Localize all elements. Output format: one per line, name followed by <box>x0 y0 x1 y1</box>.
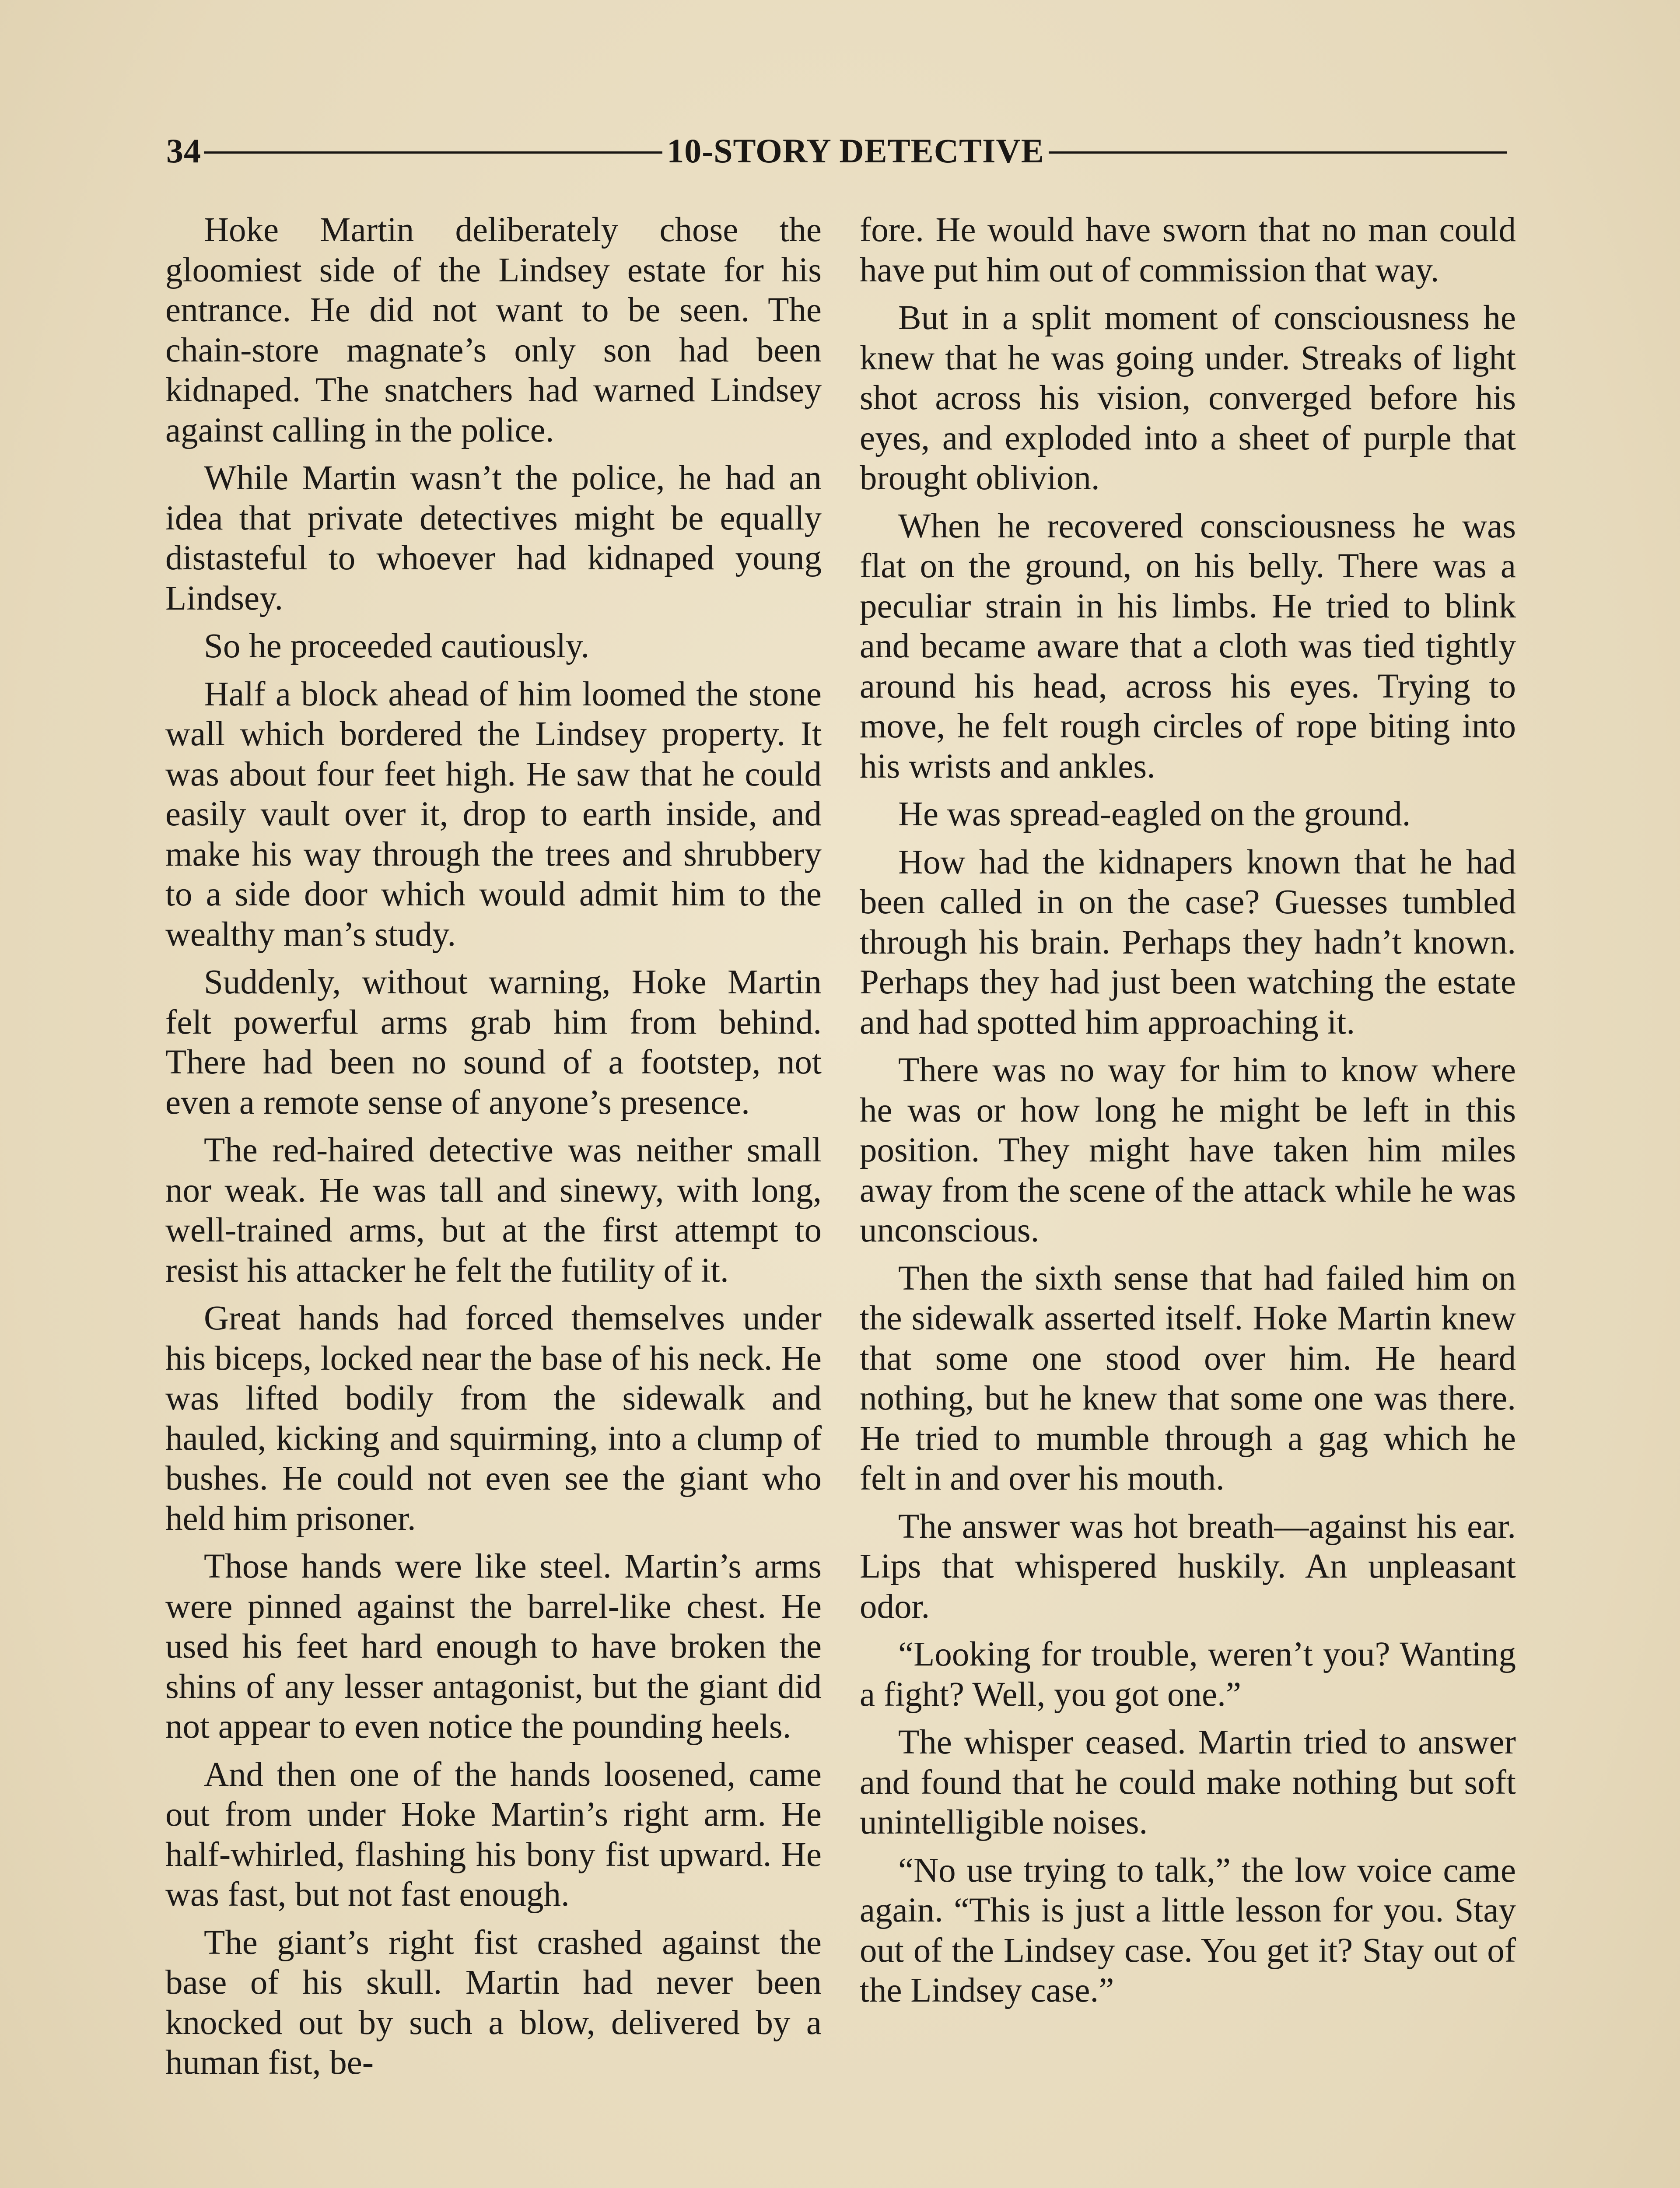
paragraph: There was no way for him to know where he was or how long he might be left in this position. They might have taken him miles away from the scene of the attack while he was unconscious. <box>860 1051 1516 1249</box>
right-column <box>860 210 1516 2019</box>
paragraph: Great hands had forced themselves under his biceps, locked near the base of his neck. He was lifted bodily from the sidewalk and hauled, kicking and squirming, into a clump of bushes. He could not even see the giant who held him prisoner. <box>165 1299 822 1538</box>
magazine-title: 10-STORY DETECTIVE <box>667 132 1044 170</box>
page-number: 34 <box>166 132 201 170</box>
paragraph: While Martin wasn’t the police, he had an idea that private detectives might be equally distasteful to whoever had kidnaped young Lindsey. <box>165 459 822 617</box>
paragraph: The red-haired detective was neither small nor weak. He was tall and sinewy, with long, well-trained arms, but at the first attempt to resist his attacker he felt the futility of it. <box>165 1131 822 1290</box>
paragraph-continuation: fore. He would have sworn that no man could have put him out of commission that way. <box>860 211 1516 289</box>
paragraph: But in a split moment of consciousness he knew that he was going under. Streaks of light shot across his vision, converged before his eyes, and exploded into a sheet of purple that brought oblivion. <box>860 299 1516 497</box>
header-rule-left <box>204 151 662 154</box>
paragraph: Half a block ahead of him loomed the stone wall which bordered the Lindsey property. It was about four feet high. He saw that he could easily vault over it, drop to earth inside, and make his way through the trees and shrubbery to a side door which would admit him to the wealthy man’s study. <box>165 675 822 954</box>
paragraph: So he proceeded cautiously. <box>204 627 590 665</box>
paragraph: How had the kidnapers known that he had been called in on the case? Guesses tumbled through his brain. Perhaps they hadn’t known. Perhaps they had just been watching the estate and had spotted him approaching it. <box>860 843 1516 1041</box>
running-header <box>166 127 1507 175</box>
paragraph: Those hands were like steel. Martin’s arms were pinned against the barrel-like chest. He used his feet hard enough to have broken the shins of any lesser antagonist, but the giant did not appear to even notice the pounding heels. <box>165 1547 822 1746</box>
paragraph: When he recovered consciousness he was flat on the ground, on his belly. There was a peculiar strain in his limbs. He tried to blink and became aware that a cloth was tied tightly around his head, across his eyes. Trying to move, he felt rough circles of rope biting into his wrists and ankles. <box>860 507 1516 785</box>
paragraph: “Looking for trouble, weren’t you? Wanting a fight? Well, you got one.” <box>860 1635 1516 1714</box>
left-column <box>165 210 822 2091</box>
paragraph: And then one of the hands loosened, came out from under Hoke Martin’s right arm. He half-whirled, flashing his bony fist upward. He was fast, but not fast enough. <box>165 1755 822 1914</box>
paragraph: Hoke Martin deliberately chose the gloomiest side of the Lindsey estate for his entrance. He did not want to be seen. The chain-store magnate’s only son had been kidnaped. The snatchers had warned Lindsey against calling in the police. <box>165 211 822 449</box>
paragraph: The answer was hot breath—against his ear. Lips that whispered huskily. An unpleasant odor. <box>860 1507 1516 1626</box>
paragraph: The whisper ceased. Martin tried to answer and found that he could make nothing but soft unintelligible noises. <box>860 1723 1516 1841</box>
paragraph: He was spread-eagled on the ground. <box>898 795 1411 833</box>
paragraph: Suddenly, without warning, Hoke Martin felt powerful arms grab him from behind. There had been no sound of a footstep, not even a remote sense of anyone’s presence. <box>165 963 822 1122</box>
paragraph: Then the sixth sense that had failed him on the sidewalk asserted itself. Hoke Martin knew that some one stood over him. He heard nothing, but he knew that some one was there. He tried to mumble through a gag which he felt in and over his mouth. <box>860 1259 1516 1497</box>
header-rule-right <box>1049 151 1507 154</box>
paragraph: “No use trying to talk,” the low voice came again. “This is just a little lesson for you. Stay out of the Lindsey case. You get it? Stay out of the Lindsey case.” <box>860 1851 1516 2009</box>
paragraph: The giant’s right fist crashed against the base of his skull. Martin had never been knocked out by such a blow, delivered by a human fist, be- <box>165 1923 822 2082</box>
